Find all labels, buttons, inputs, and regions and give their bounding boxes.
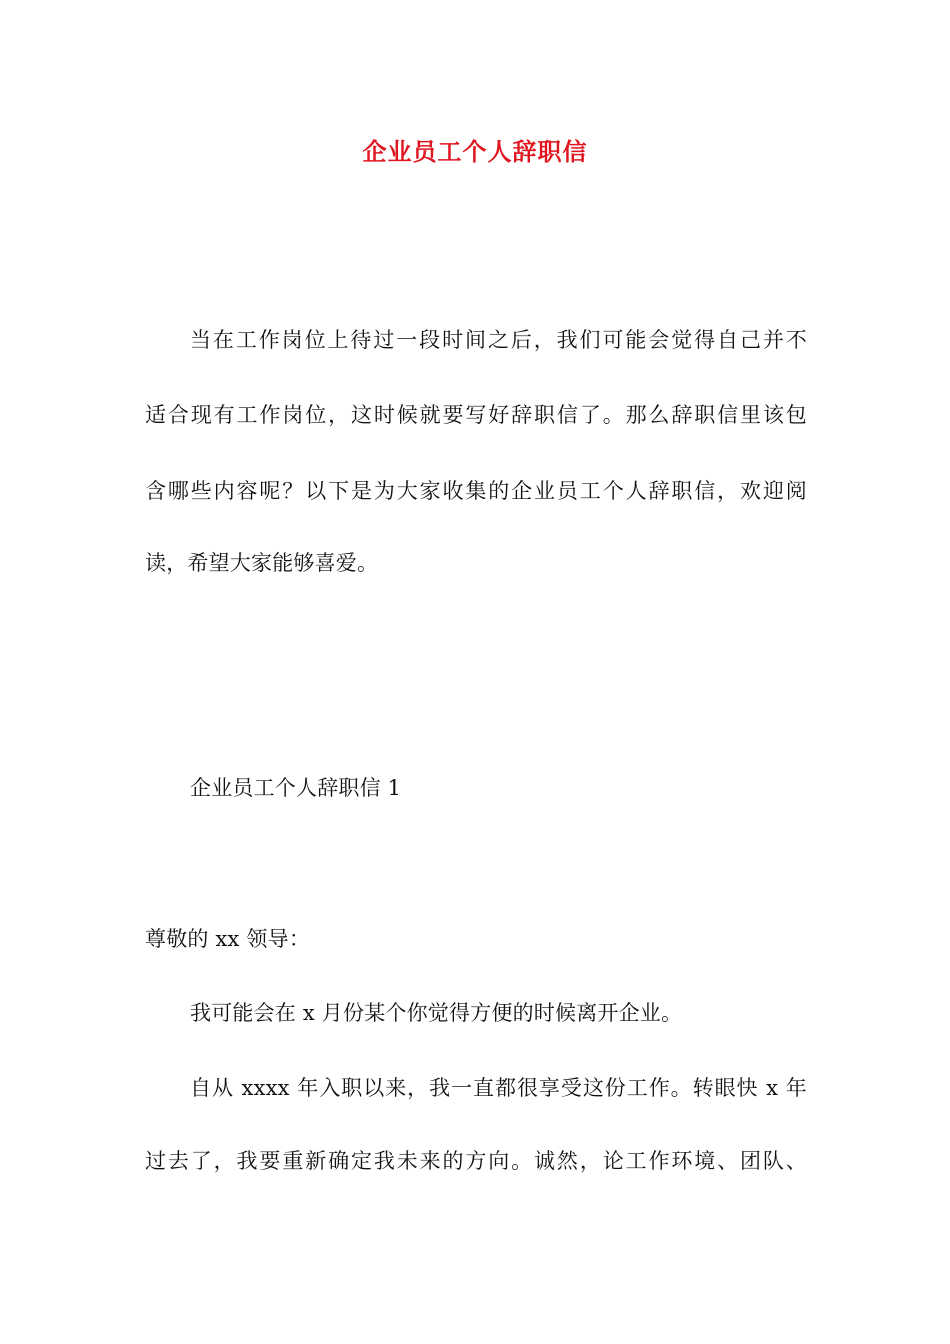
intro-line-3: 含哪些内容呢？以下是为大家收集的企业员工个人辞职信，欢迎阅 — [145, 479, 807, 503]
intro-line-2: 适合现有工作岗位，这时候就要写好辞职信了。那么辞职信里该包 — [145, 403, 807, 427]
paragraph-2-line-1: 自从 xxxx 年入职以来，我一直都很享受这份工作。转眼快 x 年 — [190, 1076, 807, 1100]
intro-line-1: 当在工作岗位上待过一段时间之后，我们可能会觉得自己并不 — [190, 328, 807, 352]
salutation: 尊敬的 xx 领导： — [145, 927, 311, 951]
paragraph-2-line-2: 过去了，我要重新确定我未来的方向。诚然，论工作环境、团队、 — [145, 1149, 807, 1173]
section-heading: 企业员工个人辞职信 1 — [190, 776, 402, 800]
document-title: 企业员工个人辞职信 — [362, 137, 588, 166]
paragraph-1: 我可能会在 x 月份某个你觉得方便的时候离开企业。 — [190, 1001, 683, 1025]
intro-line-4: 读，希望大家能够喜爱。 — [145, 551, 379, 575]
